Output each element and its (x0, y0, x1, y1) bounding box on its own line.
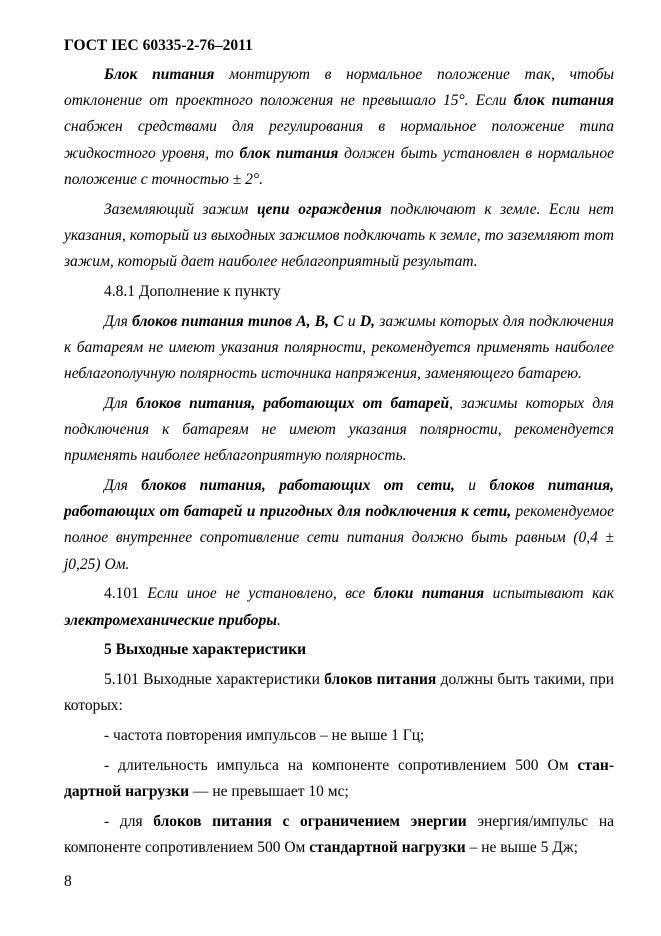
text-run: должны быть такими, при которых: (64, 671, 615, 715)
bold-term: стан-дартной нагрузки (64, 757, 614, 801)
text-run: зажимы которых для подключения к батареям не имеют указания полярности, рекомендуется применять наиболее неблагополучную полярность источника напряжения, заменяющего батарею. (64, 312, 614, 383)
text-run: 5 Выходные характеристики (104, 641, 307, 659)
text-run: 5.101 Выходные характеристики (104, 671, 325, 689)
paragraph (64, 391, 614, 470)
text-run: рекомендуемое полное внутреннее сопротивление сети питания должно быть равным (0,4 ± j0,25) Ом. (64, 503, 614, 573)
text-run: — не превышает 10 мс; (189, 783, 349, 801)
bold-term: блоков питания типов A, B, C (132, 312, 344, 330)
text-run: должен быть установлен в нормальное положение с точностью ± 2°. (64, 144, 614, 188)
text-run: Заземляющий зажим (104, 200, 257, 218)
document-body (64, 62, 614, 865)
bold-term: блок питания (239, 144, 339, 162)
bold-term: электромеханические приборы (64, 611, 278, 629)
text-run: – не выше 5 Дж; (465, 839, 578, 857)
paragraph (64, 581, 614, 633)
text-run: снабжен средствами для регулирования в нормальное положение типа жидкостного уровня, то (64, 118, 614, 162)
text-run: . (277, 611, 281, 629)
text-run: - для (104, 813, 154, 831)
paragraph (64, 197, 614, 276)
page-number: 8 (64, 873, 72, 890)
bold-term: блоков питания, работающих от сети, (141, 477, 455, 495)
paragraph (64, 723, 614, 749)
bold-term: блоков питания, работающих от батарей (135, 394, 450, 412)
paragraph (64, 473, 614, 578)
text-run: 4.8.1 Дополнение к пункту (104, 282, 281, 300)
bold-term: блоков питания, работающих от батарей и пригодных для подключения к сети, (64, 477, 614, 521)
text-run: энергия/импульс на компоненте сопротивлением 500 Ом (64, 813, 615, 857)
bold-term: стандартной нагрузки (309, 839, 466, 857)
text-run: монтируют в нормальное положение так, чтобы отклонение от проектного положения не превышало 15°. Если (64, 66, 614, 110)
text-run: и (343, 312, 360, 330)
text-run: , зажимы которых для подключения к батареям не имеют указания полярности, рекомендуется применять наиболее неблагоприятную полярность. (64, 394, 614, 465)
text-run: подключают к земле. Если нет указания, который из выходных зажимов подключать к земле, то заземляют тот зажим, который дает наиболее неблагоприятный результат. (64, 200, 614, 271)
text-run: - частота повторения импульсов – не выше 1 Гц; (104, 727, 425, 745)
document-code-header: ГОСТ IEC 60335-2-76–2011 (64, 37, 253, 54)
text-run: - длительность импульса на компоненте сопротивлением 500 Ом (104, 757, 578, 775)
text-run: и (454, 477, 490, 495)
bold-term: блоки питания (373, 585, 485, 603)
paragraph (64, 62, 614, 193)
bold-term: блоков питания с ограничением энергии (153, 813, 467, 831)
text-run: Для (104, 394, 136, 412)
bold-term: цепи ограждения (256, 200, 382, 218)
bold-term: Блок питания (104, 66, 215, 83)
paragraph (64, 809, 614, 861)
text-run: Если иное не установлено, все (147, 585, 374, 603)
text-run: испытывают как (484, 585, 614, 603)
text-run: 4.101 (104, 585, 148, 603)
section-heading (64, 637, 614, 663)
text-run: Для (104, 477, 142, 495)
text-run: Для (104, 312, 133, 330)
paragraph (64, 309, 614, 388)
bold-term: блок питания (513, 92, 614, 110)
paragraph (64, 667, 614, 719)
bold-term: D, (359, 312, 376, 330)
bold-term: блоков питания (324, 671, 437, 689)
paragraph (64, 279, 614, 305)
paragraph (64, 753, 614, 805)
